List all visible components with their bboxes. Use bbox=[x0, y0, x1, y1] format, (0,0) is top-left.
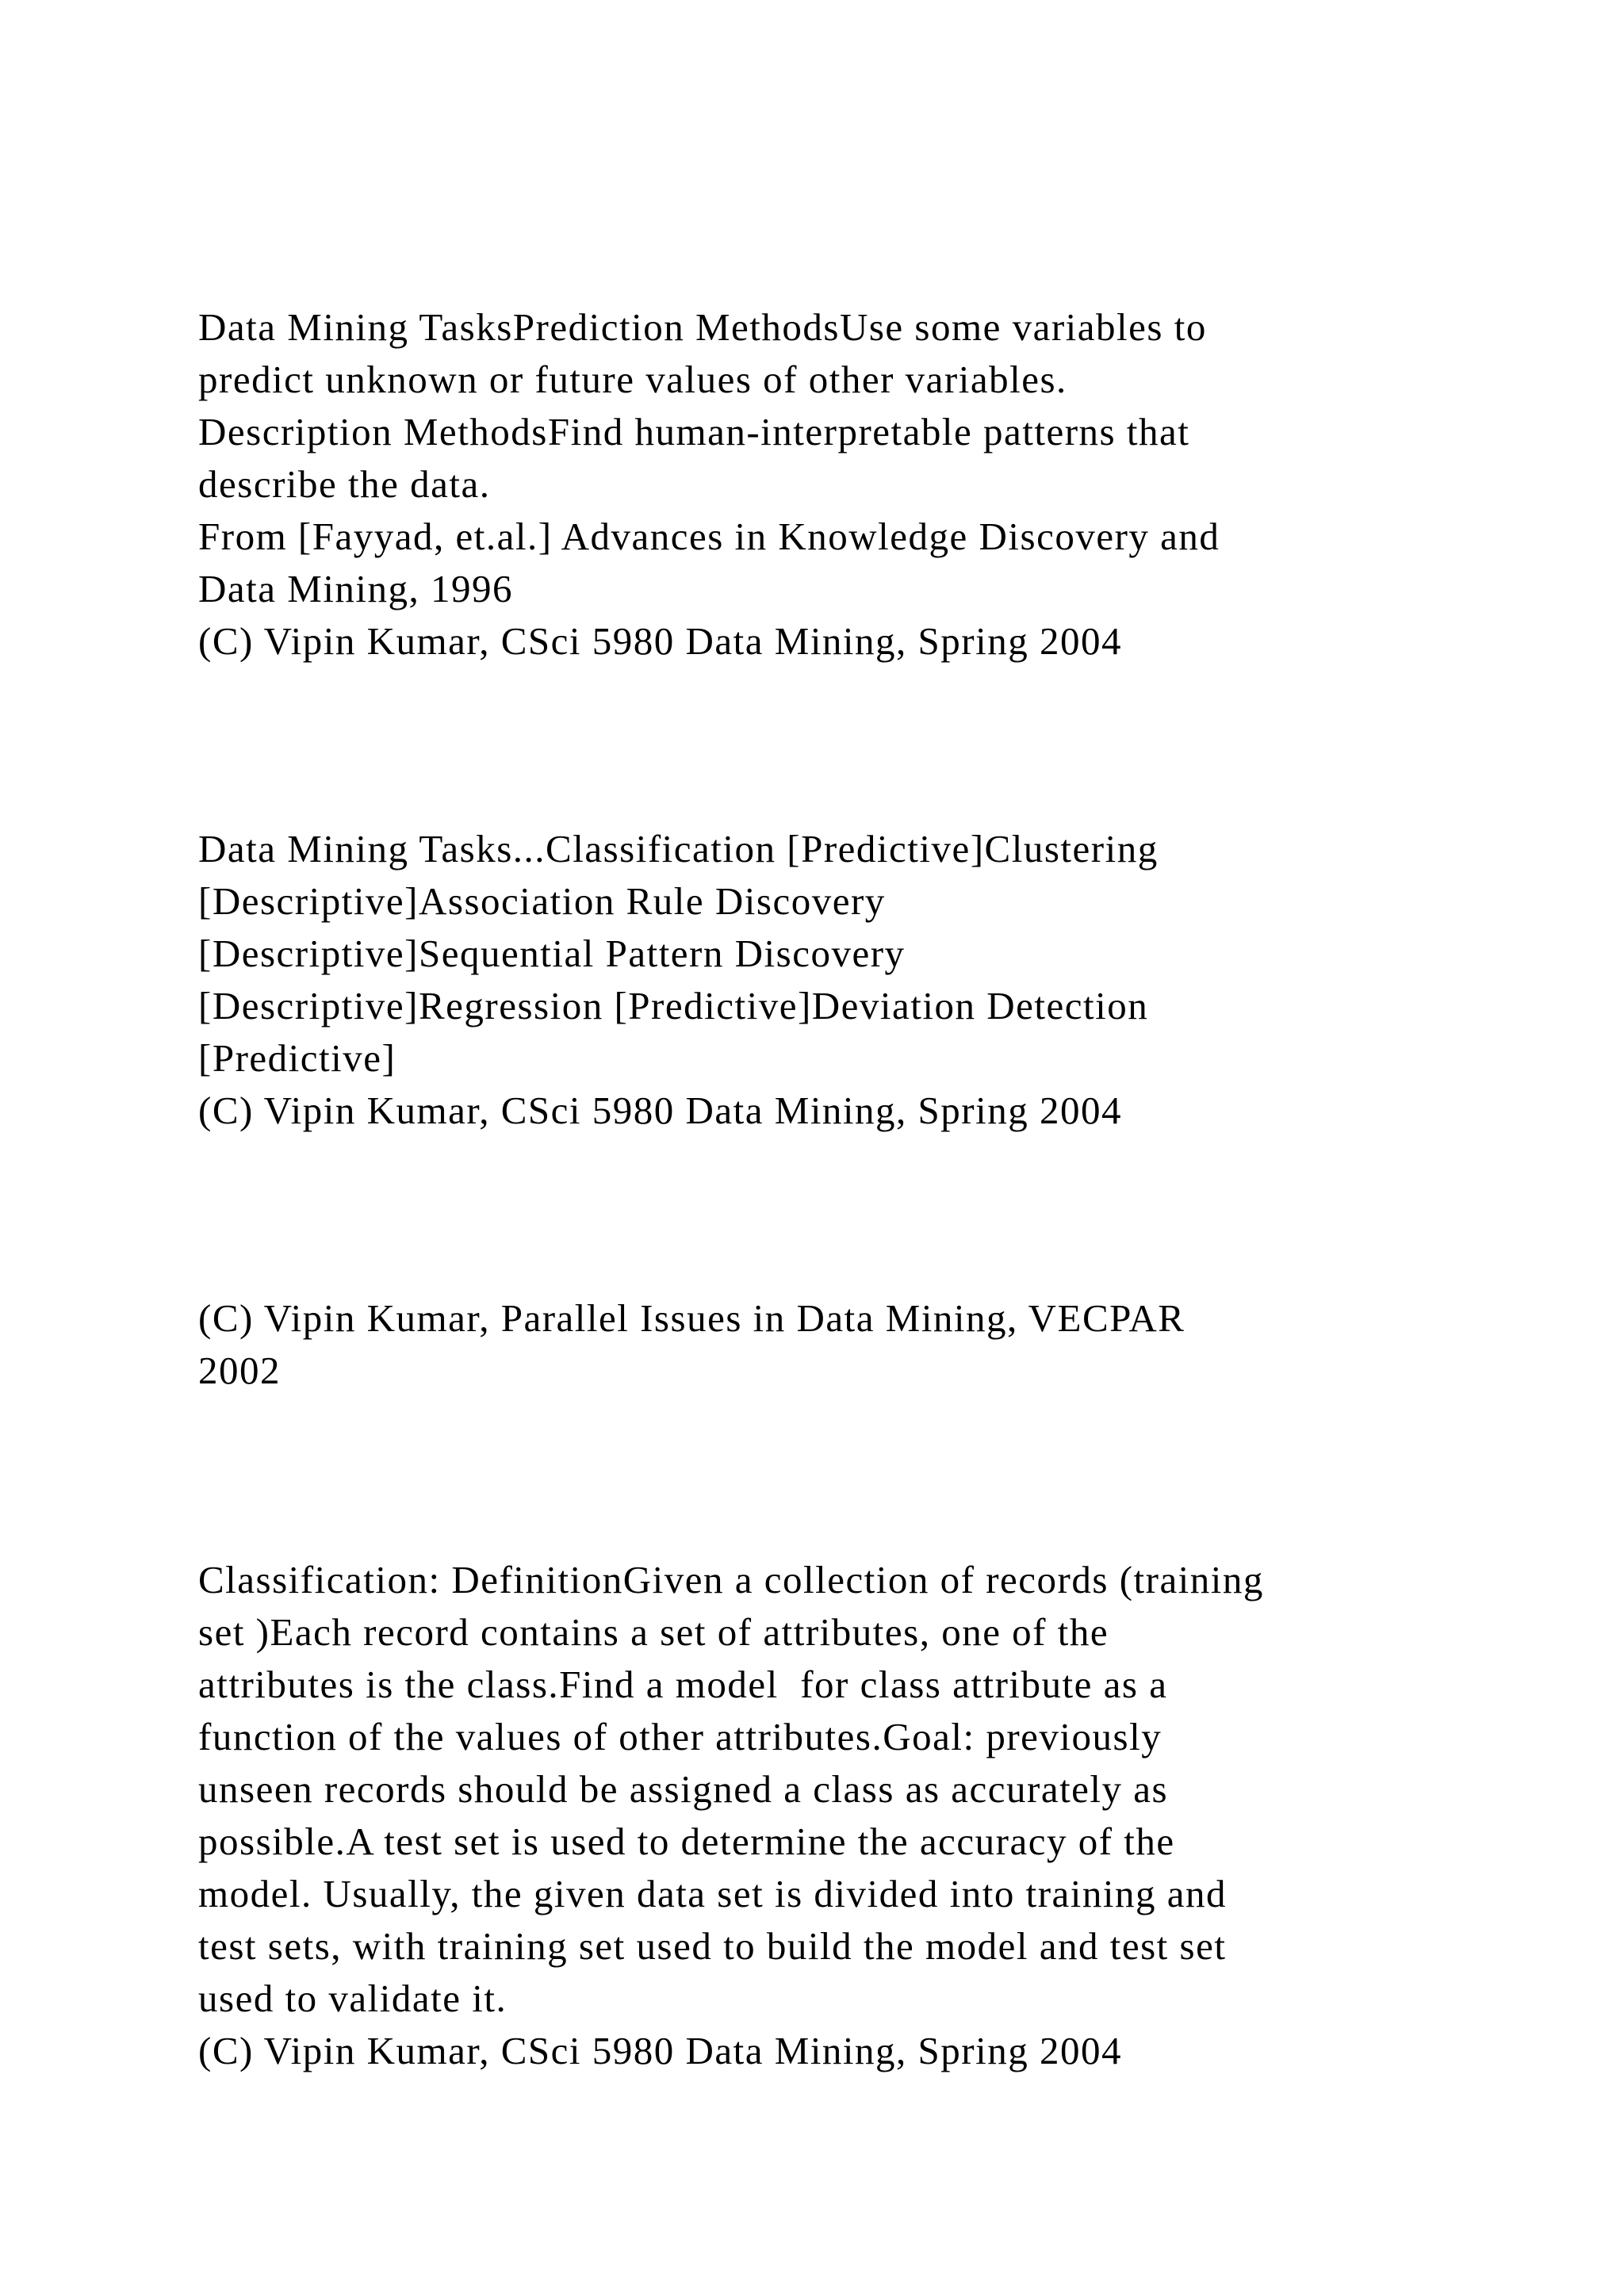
text-line: predict unknown or future values of other variables. bbox=[198, 358, 1067, 401]
text-line: possible.A test set is used to determine the accuracy of the bbox=[198, 1820, 1175, 1863]
text-line: model. Usually, the given data set is divided into training and bbox=[198, 1872, 1228, 1915]
text-line: function of the values of other attributes.Goal: previously bbox=[198, 1715, 1162, 1758]
text-line: [Predictive] bbox=[198, 1036, 396, 1080]
text-line: Data Mining Tasks...Classification [Predictive]Clustering bbox=[198, 827, 1159, 871]
text-line: test sets, with training set used to build the model and test set bbox=[198, 1924, 1227, 1968]
text-block-classification-definition bbox=[198, 1554, 1467, 2077]
text-line: From [Fayyad, et.al.] Advances in Knowledge Discovery and bbox=[198, 515, 1220, 558]
copyright-line: (C) Vipin Kumar, CSci 5980 Data Mining, Spring 2004 bbox=[198, 619, 1122, 663]
text-line: 2002 bbox=[198, 1349, 281, 1392]
text-block-vecpar bbox=[198, 1292, 1467, 1397]
copyright-line: (C) Vipin Kumar, CSci 5980 Data Mining, Spring 2004 bbox=[198, 2029, 1122, 2072]
text-line: Description MethodsFind human-interpretable patterns that bbox=[198, 410, 1190, 453]
text-line: [Descriptive]Regression [Predictive]Deviation Detection bbox=[198, 984, 1149, 1027]
text-line: attributes is the class.Find a model for class attribute as a bbox=[198, 1663, 1168, 1706]
text-line: [Descriptive]Association Rule Discovery bbox=[198, 879, 886, 923]
copyright-line: (C) Vipin Kumar, CSci 5980 Data Mining, Spring 2004 bbox=[198, 1089, 1122, 1132]
text-line: Classification: DefinitionGiven a collection of records (training bbox=[198, 1558, 1264, 1601]
text-line: unseen records should be assigned a class as accurately as bbox=[198, 1767, 1169, 1811]
text-line: Data Mining TasksPrediction MethodsUse some variables to bbox=[198, 305, 1207, 349]
text-line: set )Each record contains a set of attributes, one of the bbox=[198, 1610, 1109, 1654]
text-line: Data Mining, 1996 bbox=[198, 567, 514, 610]
copyright-line: (C) Vipin Kumar, Parallel Issues in Data Mining, VECPAR bbox=[198, 1296, 1185, 1340]
text-block-task-list bbox=[198, 823, 1467, 1137]
text-block-data-mining-tasks bbox=[198, 301, 1467, 668]
text-line: used to validate it. bbox=[198, 1976, 508, 2020]
text-line: describe the data. bbox=[198, 462, 491, 506]
text-line: [Descriptive]Sequential Pattern Discovery bbox=[198, 932, 906, 975]
